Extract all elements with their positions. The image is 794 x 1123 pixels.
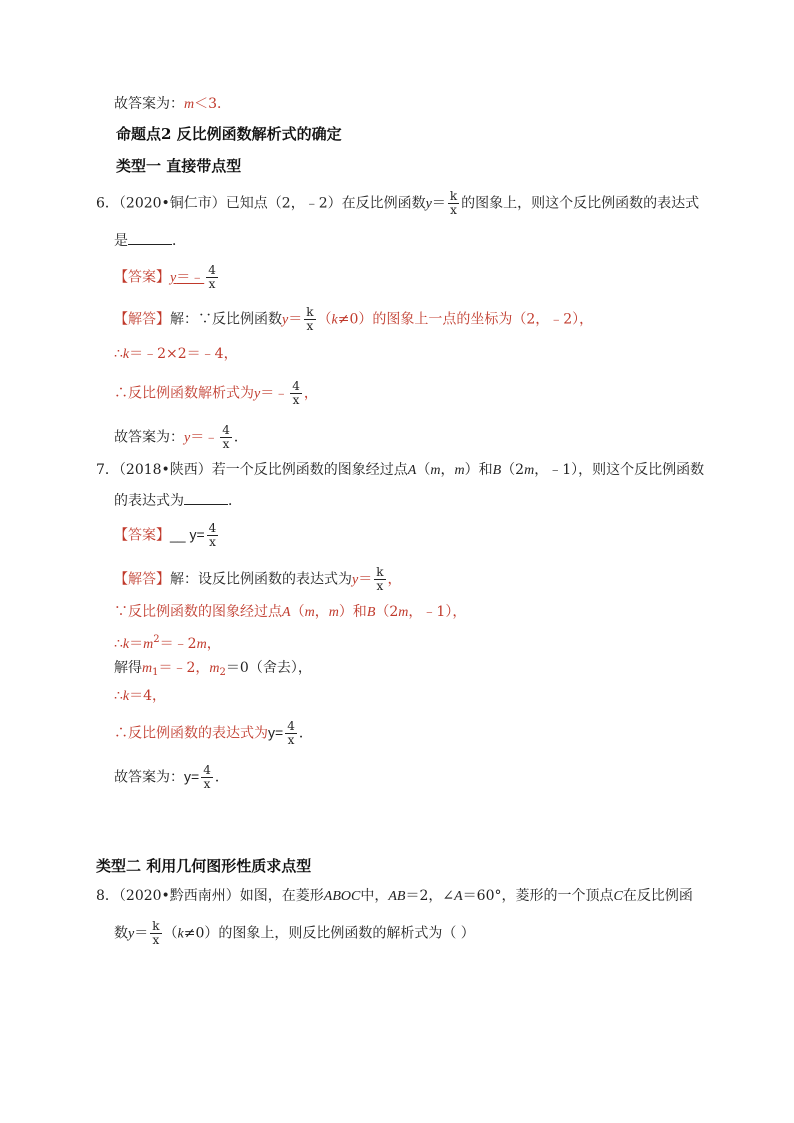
- q7-solution-tag: 【解答】: [114, 571, 170, 588]
- q8-line1-text: 8．（2020•黔西南州）如图，在菱形: [96, 888, 324, 904]
- prev-answer-var: m: [184, 97, 195, 112]
- q6-sol2-k: k: [122, 347, 130, 362]
- q7-sol6: [114, 720, 313, 747]
- q6-sol3-den: x: [290, 393, 302, 407]
- q6-sol1-fraction: [304, 306, 315, 333]
- q8-a-val: ＝60°，菱形的一个顶点: [462, 888, 614, 904]
- q8-frac-num: k: [152, 919, 160, 933]
- q6-line2: [114, 230, 186, 251]
- q7-sol1-num: k: [376, 565, 384, 579]
- q6-final-fraction: [220, 424, 232, 451]
- type1-title: 类型一 直接带点型: [116, 157, 242, 175]
- q7-sol2-pb-open: （2: [375, 604, 399, 620]
- q7-sol3-k: k: [122, 637, 130, 652]
- q7-sol4-s1: 1: [152, 667, 159, 678]
- q6-sol3-post: ，: [303, 385, 318, 402]
- q6-sol3-eq: ＝﹣: [260, 385, 289, 402]
- q7-sol6-num: 4: [287, 719, 295, 733]
- q6-final-eq: ＝﹣: [190, 429, 219, 446]
- q7-answer: [114, 522, 220, 549]
- q6-sol1-y: y: [282, 312, 289, 328]
- q7-sol2-m3: m: [398, 605, 409, 620]
- q7-sol1-post: ，: [387, 571, 402, 588]
- q6-sol1-k: k: [331, 312, 338, 328]
- q6-line2-pre: 是: [114, 233, 128, 249]
- q8-k: k: [177, 926, 184, 942]
- q7-sol2-comma: ，: [314, 604, 329, 620]
- q7-sol2-pre: ∵反比例函数的图象经过点: [114, 604, 282, 620]
- q7-sol2-pa-close: ）和: [338, 604, 367, 620]
- q6-answer-tag: 【答案】: [114, 269, 170, 286]
- q7-sol3: [114, 630, 221, 655]
- q7-sol3-pre: ∴: [114, 636, 123, 652]
- prev-answer-prefix: 故答案为：: [114, 96, 184, 112]
- q7-pa-close: ）和: [464, 462, 493, 478]
- q7-answer-den: x: [207, 535, 219, 549]
- prev-answer: [114, 94, 231, 115]
- q8-fraction: [150, 920, 161, 947]
- q7-sol1-pre: 解：设反比例函数的表达式为: [170, 571, 352, 588]
- q6-line1-text: 6．（2020•铜仁市）已知点（2，﹣2）在反比例函数: [96, 195, 426, 212]
- q7-sol4-m1: m: [142, 661, 153, 676]
- q7-line2-pre: 的表达式为: [114, 493, 184, 509]
- q6-frac-den: x: [448, 203, 459, 217]
- q6-sol3-fraction: [290, 380, 302, 407]
- q6-line1-post: 的图象上，则这个反比例函数的表达式: [461, 195, 700, 212]
- q8-line2: [114, 920, 475, 947]
- q7-sol6-y: y=: [268, 724, 284, 741]
- q7-sol5-rest: ＝4，: [129, 688, 167, 704]
- q7-sol5-k: k: [122, 689, 130, 704]
- q6-final-den: x: [220, 437, 232, 451]
- q7-sol2-m2: m: [328, 605, 339, 620]
- q6-answer-blank: [128, 230, 172, 245]
- q8-a: A: [454, 889, 463, 904]
- q7-sol4-pre: 解得: [114, 660, 142, 676]
- q6-sol2-pre: ∴: [114, 346, 123, 362]
- q7-answer-fraction: [207, 522, 219, 549]
- q7-sol4: [114, 658, 312, 683]
- q8-mid1: 中，: [360, 888, 389, 904]
- q8-ab-val: ＝2，∠: [405, 888, 455, 904]
- q8-frac-den: x: [150, 933, 161, 947]
- q7-sol1-y: y: [352, 572, 359, 588]
- q7-sol2-m1: m: [304, 605, 315, 620]
- q7-sol2-pb-close: ，﹣1），: [408, 604, 467, 620]
- q6-line1: [96, 190, 699, 217]
- q7-comma: ，: [440, 462, 455, 478]
- q7-sol6-pre: ∴反比例函数的表达式为: [114, 725, 268, 742]
- q7-final-pre: 故答案为：: [114, 769, 184, 786]
- q6-answer-y: y: [170, 270, 177, 286]
- q7-pa-open: （: [416, 462, 431, 478]
- q7-pb-close: ，﹣1），则这个反比例函数: [534, 462, 705, 478]
- q7-answer-blank: [184, 490, 228, 505]
- q6-sol2-rest: ＝﹣2×2＝﹣4，: [129, 346, 238, 362]
- q7-sol6-post: ．: [298, 725, 313, 742]
- q6-sol1-cond-open: （: [317, 311, 332, 328]
- q7-point-a: A: [407, 463, 417, 478]
- q8-cond-open: （: [163, 925, 178, 942]
- q6-answer-num: 4: [208, 263, 216, 277]
- q7-sol2-b: B: [366, 605, 376, 620]
- q7-point-b: B: [492, 463, 502, 478]
- q7-line1: [96, 460, 704, 481]
- q6-sol1-pre: 解：∵反比例函数: [170, 311, 282, 328]
- q6-sol1-cond-close: ≠0）的图象上一点的坐标为（2，﹣2），: [337, 311, 594, 328]
- q8-cond-close: ≠0）的图象上，则反比例函数的解析式为（ ）: [183, 925, 475, 942]
- q8-line1-post: 在反比例函: [622, 888, 693, 904]
- q6-eq: ＝: [431, 195, 446, 212]
- q6-solution-tag: 【解答】: [114, 311, 170, 328]
- q6-var-y: y: [425, 196, 432, 212]
- q7-sol6-den: x: [285, 733, 297, 747]
- q6-sol1-num: k: [306, 305, 314, 319]
- q6-fraction: [448, 190, 459, 217]
- q7-sol2-pa-open: （: [290, 604, 305, 620]
- q6-final-num: 4: [222, 423, 230, 437]
- q6-answer: [114, 264, 220, 291]
- q7-sol1: [114, 566, 402, 593]
- q7-sol3-m: m: [143, 637, 154, 652]
- q6-frac-num: k: [449, 189, 458, 203]
- q6-sol3-y: y: [254, 386, 261, 402]
- q7-final-y: y=: [184, 768, 200, 785]
- type2-title: 类型二 利用几何图形性质求点型: [96, 857, 312, 875]
- q7-sol5-pre: ∴: [114, 688, 123, 704]
- q6-sol3: [114, 380, 318, 407]
- q6-final-pre: 故答案为：: [114, 429, 184, 446]
- q7-m2: m: [454, 463, 465, 478]
- q7-sol3-eq: ＝: [129, 636, 144, 652]
- q7-answer-num: 4: [208, 521, 217, 535]
- q8-ab: AB: [388, 889, 406, 904]
- q6-line2-post: ．: [172, 233, 186, 249]
- q7-answer-tag: 【答案】: [114, 527, 170, 544]
- q8-c: C: [613, 889, 623, 904]
- q6-sol1: [114, 306, 593, 333]
- q6-sol3-num: 4: [292, 379, 300, 393]
- q7-line2-post: ．: [228, 493, 242, 509]
- q8-line1: [96, 886, 693, 907]
- q7-sol5: [114, 686, 166, 707]
- q7-final: [114, 764, 229, 791]
- q7-sol4-s2: 2: [219, 667, 226, 678]
- q7-sol2: [114, 602, 466, 623]
- q6-final-post: ．: [233, 429, 248, 446]
- q7-m1: m: [430, 463, 441, 478]
- q6-final: [114, 424, 248, 451]
- q6-sol1-eq: ＝: [288, 311, 303, 328]
- q8-abco: ABOC: [323, 889, 361, 904]
- section-title: 命题点2 反比例函数解析式的确定: [116, 125, 342, 143]
- q7-sol4-v2: ＝0（舍去），: [225, 660, 312, 676]
- q7-sol3-mid: ＝﹣2: [159, 636, 197, 652]
- q6-sol2: [114, 344, 238, 365]
- q6-answer-den: x: [206, 277, 218, 291]
- prev-answer-rest: ＜3．: [194, 96, 232, 112]
- q6-answer-fraction: [206, 264, 218, 291]
- q7-final-post: ．: [214, 769, 229, 786]
- q6-final-y: y: [184, 430, 191, 446]
- q7-line2: [114, 490, 242, 511]
- q7-answer-pre: __ y=: [170, 526, 205, 543]
- q8-y: y: [128, 926, 135, 942]
- q7-sol3-sq: 2: [153, 634, 160, 645]
- q7-sol2-a: A: [282, 605, 291, 620]
- q7-sol1-fraction: [374, 566, 385, 593]
- q7-sol3-m2: m: [196, 637, 207, 652]
- q7-pb-open: （2: [501, 462, 525, 478]
- q7-final-num: 4: [203, 763, 211, 777]
- q7-sol4-m2: m: [209, 661, 220, 676]
- q7-final-fraction: [201, 764, 213, 791]
- q7-sol3-post: ，: [206, 636, 221, 652]
- q7-sol1-den: x: [374, 579, 385, 593]
- q6-sol1-den: x: [304, 319, 315, 333]
- q6-sol3-pre: ∴反比例函数解析式为: [114, 385, 254, 402]
- q6-answer-eq: ＝﹣: [176, 269, 205, 286]
- q7-line1-text: 7．（2018•陕西）若一个反比例函数的图象经过点: [96, 462, 408, 478]
- q8-line2-pre: 数: [114, 925, 128, 942]
- q7-final-den: x: [201, 777, 213, 791]
- q7-m3: m: [524, 463, 535, 478]
- q7-sol6-fraction: [285, 720, 297, 747]
- q7-sol4-v1: ＝﹣2，: [158, 660, 210, 676]
- q8-eq: ＝: [134, 925, 149, 942]
- q7-sol1-eq: ＝: [358, 571, 373, 588]
